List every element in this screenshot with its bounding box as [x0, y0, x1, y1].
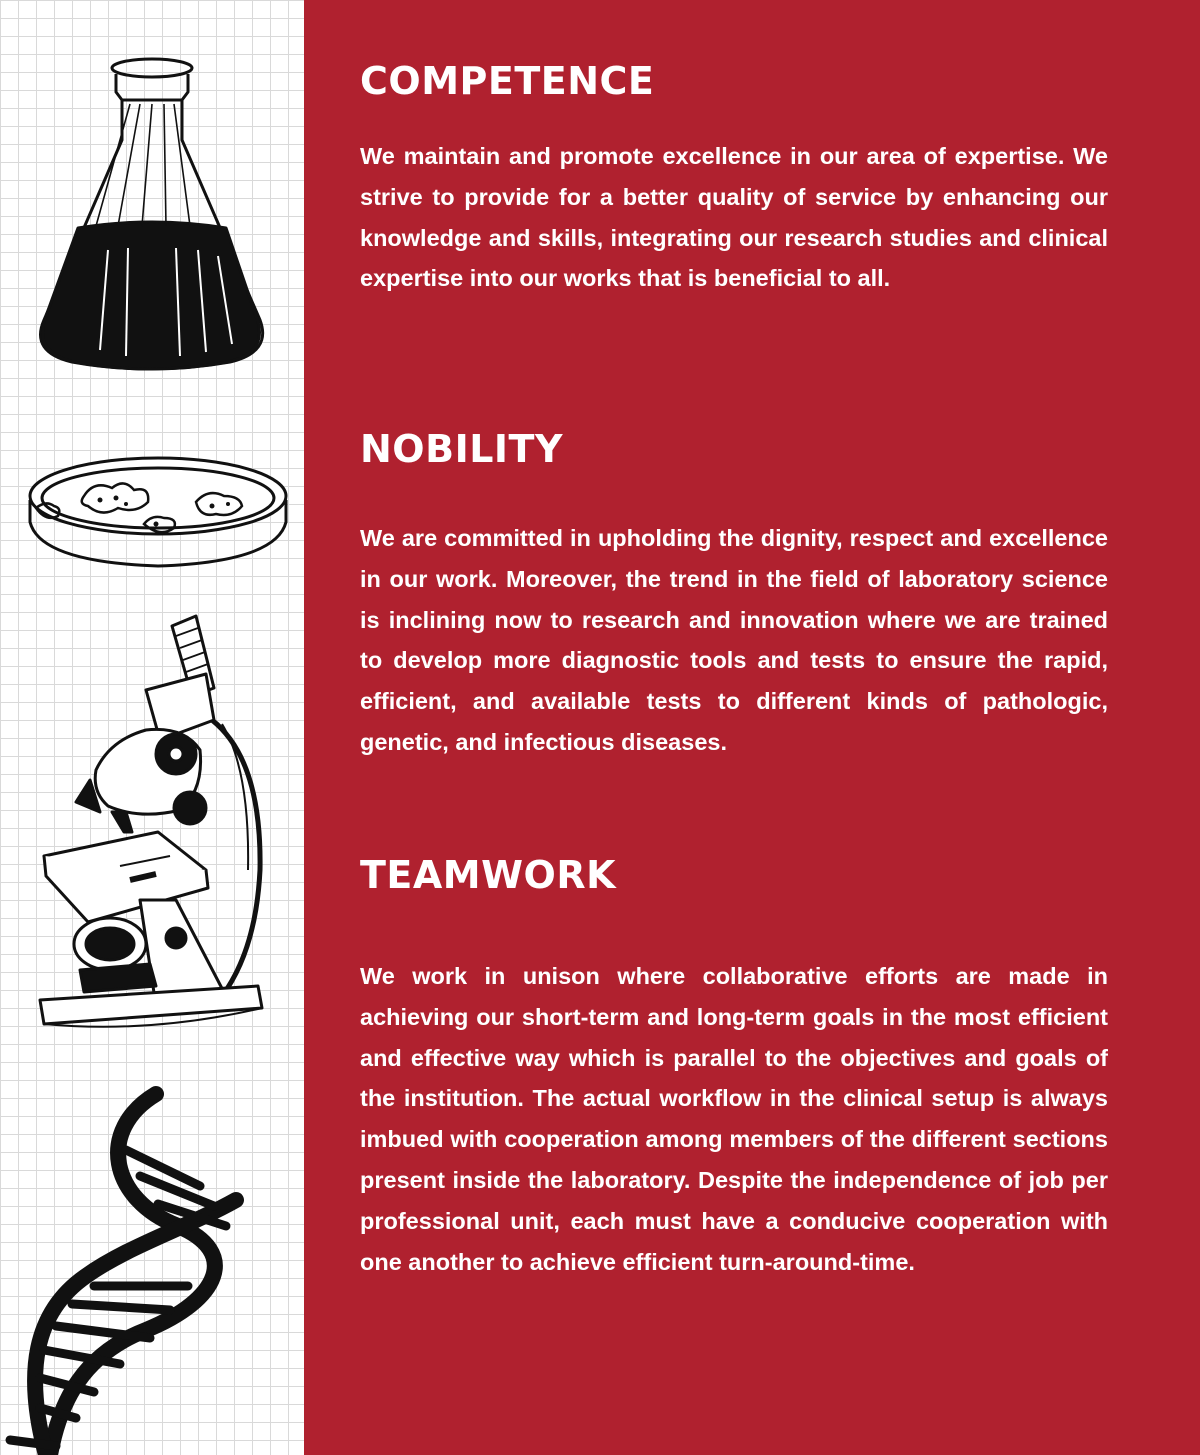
flask-icon [41, 59, 263, 369]
petri-dish-icon [30, 458, 286, 566]
value-body: We maintain and promote excellence in our area of expertise. We strive to provide for a better quality of service by enhancing our knowledge and skills, integrating our research studies and clinical expertise into our works that is beneficial to all. [360, 143, 1108, 292]
illustration-panel [0, 0, 304, 1455]
illustration-canvas [0, 0, 304, 1455]
microscope-icon [40, 616, 262, 1027]
dna-helix-icon [10, 1094, 236, 1455]
value-teamwork [360, 852, 1108, 1282]
value-nobility [360, 426, 1108, 763]
value-competence [360, 58, 1108, 299]
value-body: We are committed in upholding the dignity, respect and excellence in our work. Moreover, the trend in the field of laboratory science is inclining now to research and innovation where we are trained to develop more diagnostic tools and tests to ensure the rapid, efficient, and available tests to different kinds of pathologic, genetic, and infectious diseases. [360, 525, 1108, 755]
value-title: TEAMWORK [360, 853, 617, 897]
value-body: We work in unison where collaborative efforts are made in achieving our short-term and long-term goals in the most efficient and effective way which is parallel to the objectives and goals of the institution. The actual workflow in the clinical setup is always imbued with cooperation among members of the different sections present inside the laboratory. Despite the independence of job per professional unit, each must have a conducive cooperation with one another to achieve efficient turn-around-time. [360, 963, 1108, 1275]
value-title: NOBILITY [360, 427, 563, 471]
value-title: COMPETENCE [360, 59, 655, 103]
values-panel [304, 0, 1200, 1455]
